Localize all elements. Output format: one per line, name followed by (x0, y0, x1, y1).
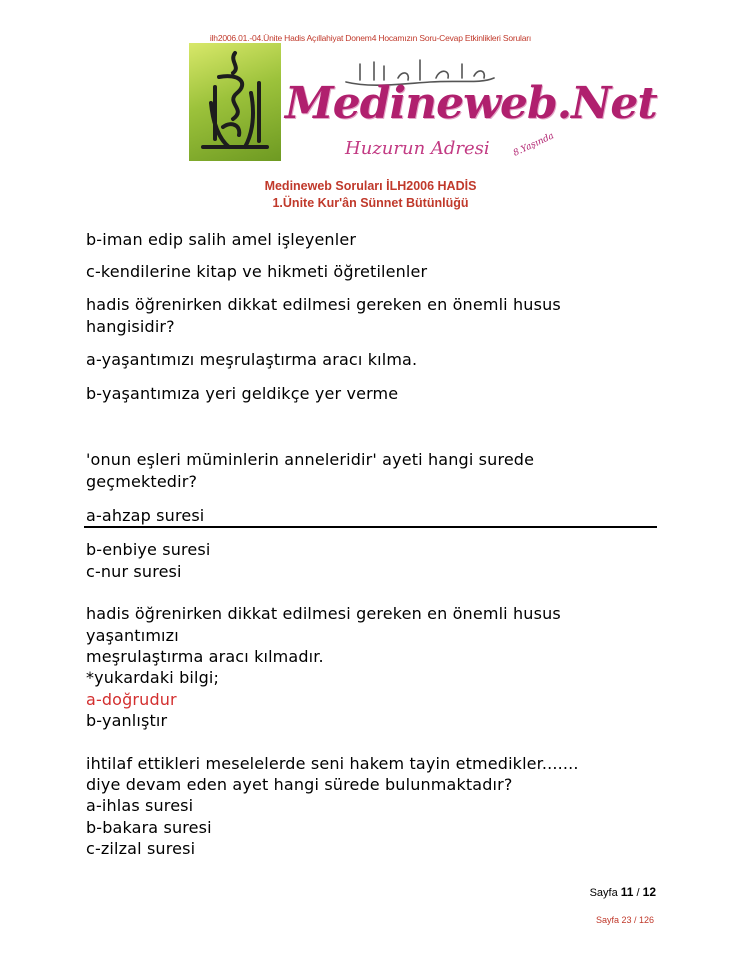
brand-logo-text: Medineweb.Net (285, 78, 657, 129)
text-line: c-kendilerine kitap ve hikmeti öğretilenler (86, 262, 428, 281)
source-page-number: Sayfa 23 / 126 (595, 915, 654, 925)
brand-tagline: Huzurun Adresi (345, 138, 490, 159)
question-line: geçmektedir? (86, 472, 198, 491)
document-subtitle: 1.Ünite Kur'ân Sünnet Bütünlüğü (272, 196, 469, 210)
question-line: 'onun eşleri müminlerin anneleridir' ayeti hangi surede (86, 450, 535, 469)
document-header: ilh2006.01.-04.Ünite Hadis Açıllahiyat Donem4 Hocamızın Soru-Cevap Etkinlikleri Soruları (209, 33, 532, 43)
page-number (590, 885, 656, 899)
answer-option: c-zilzal suresi (86, 839, 196, 858)
document-title: Medineweb Soruları İLH2006 HADİS (264, 179, 477, 193)
answer-option: a-ihlas suresi (86, 796, 194, 815)
brand-age-badge: 8.Yaşında (511, 131, 556, 159)
answer-option: a-ahzap suresi (86, 506, 205, 525)
question-line: hadis öğrenirken dikkat edilmesi gereken en önemli husus (86, 604, 561, 623)
correct-answer-option: a-doğrudur (86, 690, 177, 709)
answer-option: b-yaşantımıza yeri geldikçe yer verme (86, 384, 399, 403)
answer-option: b-yanlıştır (86, 711, 168, 730)
answer-option: b-enbiye suresi (86, 540, 211, 559)
question-line: diye devam eden ayet hangi sürede bulunmaktadır? (86, 775, 513, 794)
question-line: *yukardaki bilgi; (86, 668, 220, 687)
answer-option: a-yaşantımızı meşrulaştırma aracı kılma. (86, 350, 418, 369)
text-line: b-iman edip salih amel işleyenler (86, 230, 357, 249)
question-line: meşrulaştırma aracı kılmadır. (86, 647, 324, 666)
question-line: yaşantımızı (86, 626, 179, 645)
question-line: ihtilaf ettikleri meselelerde seni hakem tayin etmedikler....... (86, 754, 579, 773)
page-current: 11 (620, 885, 634, 899)
horizontal-rule (84, 526, 657, 528)
answer-option: b-bakara suresi (86, 818, 212, 837)
page-label: Sayfa (589, 887, 618, 899)
page-separator: / (636, 887, 640, 899)
answer-option: c-nur suresi (86, 562, 182, 581)
page-total: 12 (642, 885, 656, 899)
question-line: hangisidir? (86, 317, 175, 336)
calligraphy-logo-image (189, 43, 281, 161)
question-line: hadis öğrenirken dikkat edilmesi gereken en önemli husus (86, 295, 561, 314)
